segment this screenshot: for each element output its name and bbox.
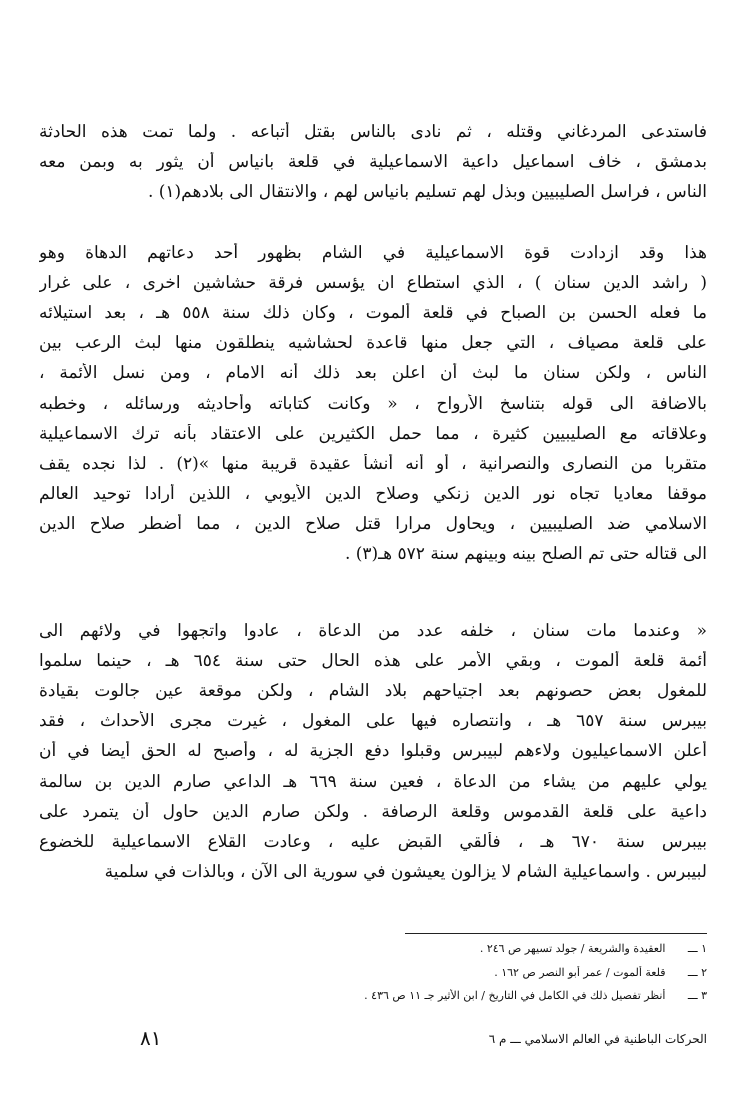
text-line: موقفا معاديا تجاه نور الدين زنكي وصلاح الدين الأيوبي ، اللذين أرادا توحيد العالم	[39, 484, 707, 504]
footnote-text: أنظر تفصيل ذلك في الكامل في التاريخ / ابن الأثير جـ ١١ ص ٤٣٦ .	[364, 989, 666, 1002]
text-line: ( راشد الدين سنان ) ، الذي استطاع ان يؤسس فرقة حشاشين اخرى ، على غرار	[39, 273, 707, 293]
text-line: أئمة قلعة ألموت ، وبقي الأمر على هذه الحال حتى سنة ٦٥٤ هـ ، حينما سلموا	[39, 651, 707, 671]
footnote-3	[307, 989, 707, 1005]
page-number: ٨١	[140, 1026, 162, 1050]
running-title: الحركات الباطنية في العالم الاسلامي ـــ م ٦	[488, 1032, 707, 1046]
text-line: على قلعة مصياف ، التي جعل منها قاعدة لحشاشيه ينطلقون منها لبث الرعب بين	[39, 333, 707, 353]
text-line: بدمشق ، خاف اسماعيل داعية الاسماعيلية في قلعة بانياس أن يثور به وبمن معه	[39, 152, 707, 172]
text-line: للمغول بعض حصونهم بعد اجتياحهم بلاد الشام ، ولكن موقعة عين جالوت بقيادة	[39, 681, 707, 701]
footnote-1	[307, 942, 707, 958]
text-line: بالاضافة الى قوله بتناسخ الأرواح ، « وكانت كتاباته وأحاديثه ورسائله ، وخطبه	[39, 394, 707, 414]
footnote-separator	[405, 933, 707, 934]
text-line: الناس ، فراسل الصليبيين وبذل لهم تسليم بانياس لهم ، والانتقال الى بلادهم(١) .	[147, 182, 707, 202]
footnote-text: قلعة ألموت / عمر أبو النصر ص ١٦٢ .	[494, 966, 666, 979]
text-line: « وعندما مات سنان ، خلفه عدد من الدعاة ، عادوا واتجهوا في ولائهم الى	[39, 621, 707, 641]
text-line: وعلاقاته مع الصليبيين كثيرة ، مما حمل الكثيرين على الاعتقاد بأنه ترك الاسماعيلية	[39, 424, 707, 444]
text-line: الى قتاله حتى تم الصلح بينه وبينهم سنة ٥٧٢ هـ(٣) .	[344, 544, 707, 564]
footnote-number: ٢ ـــ	[687, 966, 707, 979]
footnote-text: العقيدة والشريعة / جولد تسيهر ص ٢٤٦ .	[479, 942, 666, 955]
footnote-number: ٣ ـــ	[687, 989, 707, 1002]
text-line: الناس ، ولكن سنان ما لبث أن اعلن بعد ذلك أنه الامام ، ومن نسل الأئمة ،	[39, 363, 707, 383]
text-line: ما فعله الحسن بن الصباح في قلعة ألموت ، وكان ذلك سنة ٥٥٨ هـ ، بعد استيلائه	[39, 303, 707, 323]
text-line: الاسلامي ضد الصليبيين ، ويحاول مرارا قتل صلاح الدين ، مما أضطر صلاح الدين	[39, 514, 707, 534]
text-line: هذا وقد ازدادت قوة الاسماعيلية في الشام بظهور أحد دعاتهم الدهاة وهو	[39, 243, 707, 263]
text-line: بيبرس سنة ٦٧٠ هـ ، فألقي القبض عليه ، وعادت القلاع الاسماعيلية للخضوع	[39, 832, 707, 852]
text-line: متقربا من النصارى والنصرانية ، أو أنه أنشأ عقيدة قريبة منها »(٢) . لذا نجده يقف	[39, 454, 707, 474]
text-line: أعلن الاسماعيليون ولاءهم لبيبرس وقبلوا دفع الجزية له ، وأصبح له الحق أيضا في أن	[39, 741, 707, 761]
footnote-number: ١ ـــ	[687, 942, 707, 955]
footnote-2	[307, 966, 707, 982]
text-line: بيبرس سنة ٦٥٧ هـ ، وانتصاره فيها على المغول ، غيرت مجرى الأحداث ، فقد	[39, 711, 707, 731]
text-line: داعية على قلعة القدموس وقلعة الرصافة . ولكن صارم الدين حاول أن يتمرد على	[39, 802, 707, 822]
text-line: يولي عليهم من يشاء من الدعاة ، فعين سنة ٦٦٩ هـ الداعي صارم الدين بن سالمة	[39, 772, 707, 792]
text-line: لبيبرس . واسماعيلية الشام لا يزالون يعيشون في سورية الى الآن ، وبالذات في سلمية	[104, 862, 707, 882]
text-line: فاستدعى المردغاني وقتله ، ثم نادى بالناس بقتل أتباعه . ولما تمت هذه الحادثة	[39, 122, 707, 142]
